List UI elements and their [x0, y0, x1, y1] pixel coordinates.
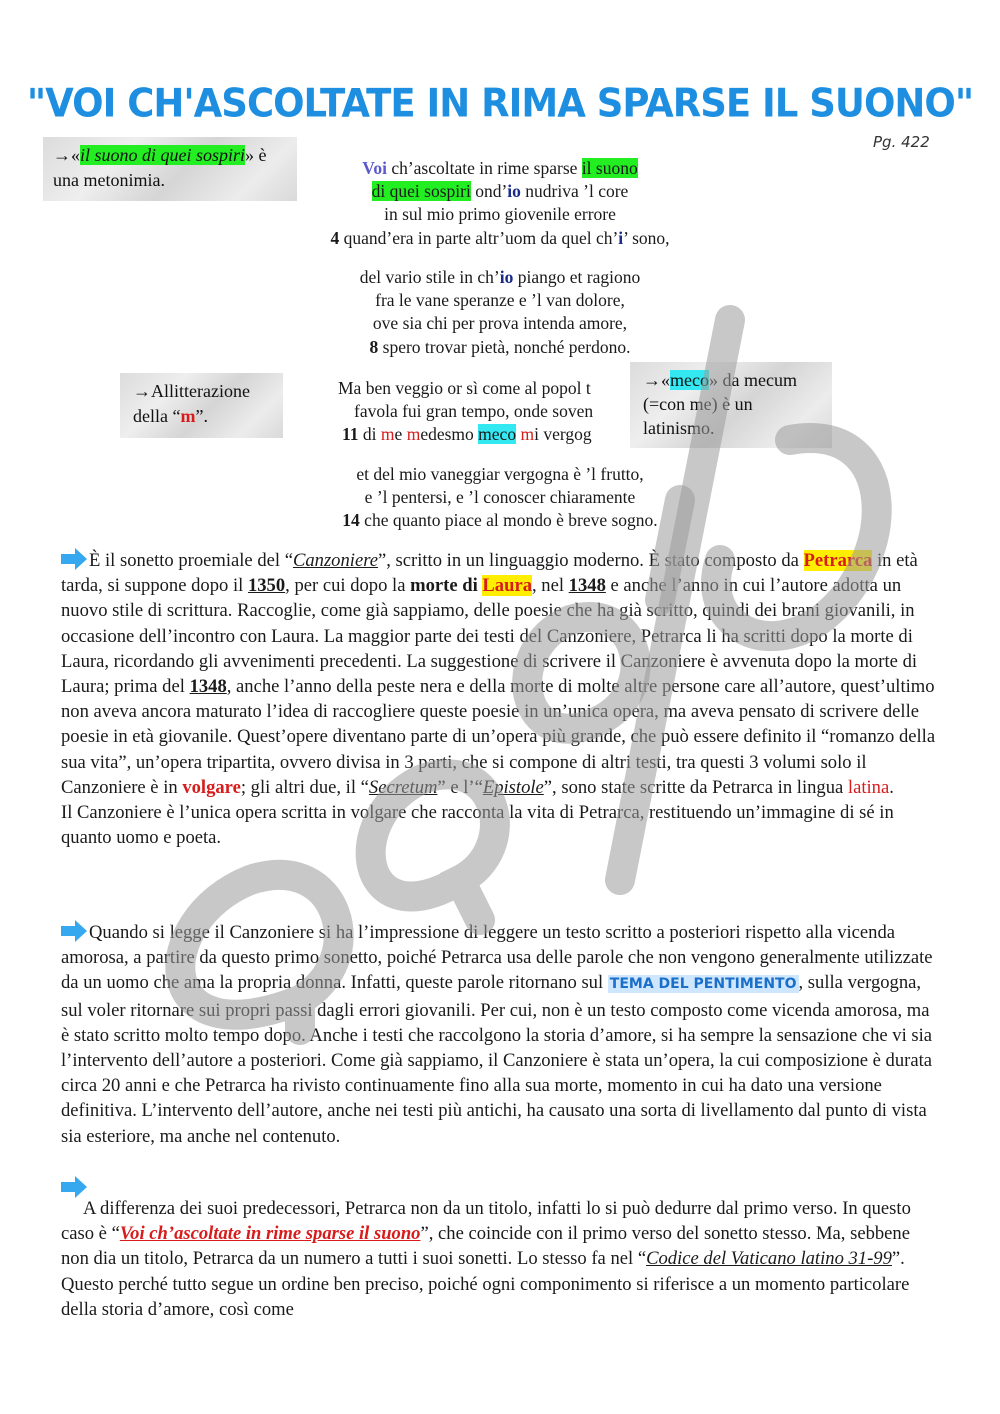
arrow-right-icon — [61, 920, 87, 942]
text-span: e anche l’anno in cui l’autore adotta un nuovo stile di scrittura. Raccoglie, come già sappiamo, delle poesie che ha già scritto, quindi dei brani giovanili, in occasione dell’incontro con Laura. La maggior parte dei testi del Canzoniere, Petrarca li ha scritti dopo la morte di Laura, ricordando gli avvenimenti precedenti. La suggestione di scrivere il Canzoniere è avvenuta dopo la morte di Laura; prima del — [61, 575, 918, 698]
text-span: di — [358, 424, 381, 445]
text-span: nudriva ’l core — [520, 181, 629, 202]
text-span: È il sonetto proemiale del “ — [89, 550, 293, 571]
text-span: ; gli altri due, il “ — [240, 776, 369, 798]
arrow-right-icon — [61, 1176, 87, 1198]
text-span: m — [380, 424, 395, 445]
text-span: 4 — [330, 227, 340, 248]
text-span: ”. Questo perché tutto segue un ordine ben preciso, poiché ogni componimento si riferisce a un momento particolare della storia d’amore, così come — [61, 1248, 910, 1320]
page-reference: Pg. 422 — [873, 133, 930, 151]
text-span: » da mecum (=con me) è un latinismo. — [643, 370, 797, 438]
text-span: Petrarca — [803, 550, 873, 571]
text-span: i — [618, 227, 624, 248]
text-span: in età tarda, si suppone dopo il — [61, 550, 918, 597]
text-span: →« — [643, 370, 670, 390]
text-span: , sulla vergogna, sul voler ritornare sui propri passi dagli errori giovanili. Per cui, non è un testo composto come vicenda amorosa, ma è stato scritto molto tempo dopo. Anche i testi che raccolgono la storia d’amore, si ha sempre la sensazione che vi sia l’intervento dell’autore a posteriori. Come già sappiamo, il Canzoniere è stata un’opera, la cui composizione è durata circa 20 anni e che Petrarca ha rivisto continuamente fino alla sua morte, momento in cui ha dato una versione definitiva. L’intervento dell’autore, anche nei testi più antichi, ha causato una sorta di livellamento dal punto di vista sia esteriore, ma anche nel contenuto. — [61, 972, 933, 1147]
text-span: fra le vane speranze e ’l van dolore, — [375, 290, 625, 311]
text-span: 1348 — [189, 676, 227, 698]
text-span: ’ sono, — [623, 227, 670, 248]
note-meco — [630, 362, 832, 448]
text-span: della “ — [133, 406, 181, 426]
note-allitterazione — [120, 373, 283, 438]
poem-line — [290, 336, 710, 359]
text-span: e ’l pentersi, e ’l conoscer chiaramente — [364, 487, 636, 508]
text-span: , nel — [532, 575, 569, 597]
text-span: , per cui dopo la — [285, 575, 411, 597]
text-span: latina — [847, 776, 890, 798]
text-span: et del mio vaneggiar vergogna è ’l frutto, — [356, 464, 644, 484]
paragraph-3 — [61, 1196, 941, 1322]
text-span: ”, scritto in un linguaggio moderno. È stato composto da — [378, 550, 804, 571]
text-span: 11 — [342, 424, 359, 445]
text-span: quand’era in parte altr’uom da quel ch’ — [339, 227, 619, 248]
poem-line — [290, 180, 710, 203]
poem-line — [290, 509, 710, 532]
poem-stanza-4 — [290, 463, 710, 533]
text-span: il suono — [581, 158, 638, 178]
text-span: ond’ — [470, 181, 508, 202]
text-span: m — [180, 406, 196, 426]
tema-label: TEMA DEL PENTIMENTO — [609, 976, 797, 993]
text-span: Quando si legge il Canzoniere si ha l’impressione di leggere un testo scritto a posteriori rispetto alla vicenda amorosa, a partire da questo primo sonetto, poiché Petrarca usa delle parole che non vengono generalmente utilizzate da un uomo che ama la propria donna. Infatti, queste parole ritornano sul — [61, 922, 933, 994]
poem-stanza-2 — [290, 266, 710, 359]
text-span: Voi — [362, 158, 387, 178]
paragraph-2 — [61, 920, 941, 1149]
text-span: 1348 — [568, 575, 606, 597]
poem-line — [290, 266, 710, 289]
text-span: Ma ben veggio or sì come al popol t — [338, 378, 591, 398]
text-span: 1350 — [247, 575, 286, 597]
text-span: Voi ch’ascoltate in rime sparse il suono — [119, 1223, 421, 1245]
text-span: →« — [53, 145, 80, 165]
text-span: ch’ascoltate in rime sparse — [386, 158, 582, 178]
text-span: 8 — [369, 336, 379, 357]
text-span: io — [499, 267, 514, 287]
text-span: » è una metonimia. — [53, 145, 267, 190]
paragraph-1 — [61, 548, 941, 850]
text-span: Secretum — [368, 776, 438, 798]
text-span: A differenza dei suoi predecessori, Petrarca non da un titolo, infatti lo si può dedurre dal primo verso. In questo caso è “ — [61, 1198, 911, 1245]
text-span: Laura — [482, 575, 532, 597]
text-span: favola fui gran tempo, onde soven — [354, 401, 594, 422]
text-span: ”, che coincide con il primo verso del sonetto stesso. Ma, sebbene non dia un titolo, Petrarca da un numero a tutti i suoi sonetti. Lo stesso fa nel “ — [61, 1223, 910, 1270]
poem-line — [290, 157, 710, 180]
text-span: del vario stile in ch’ — [359, 267, 500, 287]
text-span: volgare — [182, 776, 241, 798]
text-span: che quanto piace al mondo è breve sogno. — [359, 510, 658, 531]
text-span: meco — [670, 370, 709, 390]
text-span: . — [889, 776, 894, 798]
text-span: Codice del Vaticano latino 31-99 — [646, 1248, 892, 1270]
text-span: 14 — [342, 510, 360, 531]
text-span: i vergog — [534, 424, 592, 445]
text-span: di quei sospiri — [371, 181, 471, 202]
text-span: ove sia chi per prova intenda amore, — [372, 313, 628, 334]
note-highlight: il suono di quei sospiri — [80, 145, 246, 165]
text-span: , anche l’anno della peste nera e della morte di molte altre persone care all’autore, quest’ultimo non aveva ancora maturato l’idea di raccogliere queste poesie in un’unica opera, ma aveva pensato di scrivere delle poesie in età giovanile. Quest’opere diventano parte di un’opera più grande, che può essere definito il “romanzo della sua vita”, un’opera tripartita, ovvero divisa in 3 parti, che si compone di altri testi, tra questi 3 volumi solo il Canzoniere è in — [61, 676, 936, 798]
note-metonimia — [43, 137, 297, 201]
text-span: ” e l’“ — [437, 776, 483, 798]
text-span: ”. — [195, 406, 208, 426]
text-span: ”, sono state scritte da Petrarca in lingua — [543, 776, 848, 798]
text-span: io — [507, 181, 521, 202]
text-span: in sul mio primo giovenile errore — [384, 204, 616, 225]
poem-line — [290, 227, 710, 250]
text-span: m — [520, 424, 535, 445]
text-span: Canzoniere — [292, 550, 378, 571]
text-span: morte di — [410, 575, 483, 597]
text-span: meco — [478, 424, 517, 445]
arrow-right-icon — [61, 548, 87, 570]
text-span: e — [394, 424, 407, 445]
text-span: →Allitterazione — [133, 381, 250, 401]
text-span: m — [406, 424, 421, 445]
text-span: edesmo — [420, 424, 479, 445]
text-span: Epistole — [482, 776, 544, 798]
poem-stanza-3 — [338, 377, 630, 447]
text-span: piango et ragiono — [513, 267, 641, 287]
page-title: "VOI CH'ASCOLTATE IN RIMA SPARSE IL SUONO" — [26, 80, 974, 127]
text-span: spero trovar pietà, nonché perdono. — [378, 336, 631, 357]
text-span: Il Canzoniere è l’unica opera scritta in volgare che racconta la vita di Petrarca, restituendo un’immagine di sé in quanto uomo e poeta. — [61, 802, 894, 849]
poem-stanza-1 — [290, 157, 710, 250]
